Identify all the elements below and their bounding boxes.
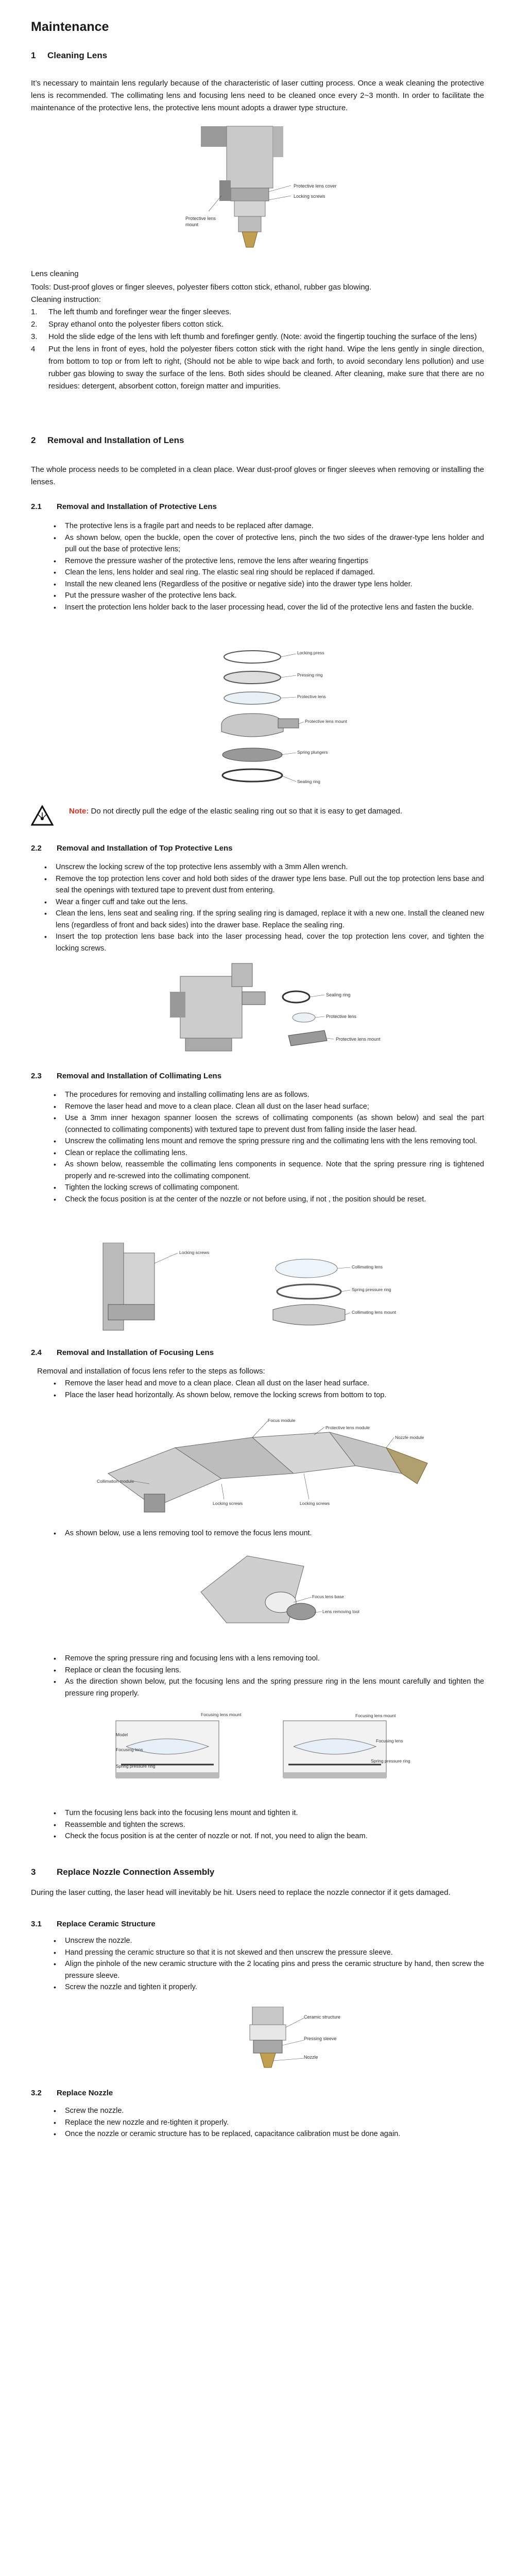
section-3-2-heading: Replace Nozzle bbox=[57, 2089, 113, 2097]
section-2-intro: The whole process needs to be completed in a clean place. Wear dust-proof gloves or finger sleeves when removing or installing the lenses. bbox=[31, 465, 484, 486]
list-item: • Unscrew the nozzle. bbox=[50, 1935, 484, 1947]
section-2-3-number: 2.3 bbox=[31, 1072, 42, 1080]
fig24c-label-mount-right: Focusing lens mount bbox=[355, 1713, 396, 1718]
list-item: • Replace or clean the focusing lens. bbox=[50, 1665, 484, 1676]
cleaning-instruction-title: Cleaning instruction: bbox=[31, 295, 101, 304]
list-item: • The procedures for removing and installing collimating lens are as follows. bbox=[50, 1089, 484, 1101]
fig24a-label-protective: Protective lens module bbox=[325, 1425, 370, 1430]
cleaning-step: 1. The left thumb and forefinger wear the finger sleeves. bbox=[31, 308, 232, 316]
section-2-number: 2 bbox=[31, 435, 36, 445]
fig24b-label-base: Focus lens base bbox=[312, 1594, 344, 1599]
list-item: • As shown below, use a lens removing tool to remove the focus lens mount. bbox=[50, 1528, 484, 1539]
list-item: • Check the focus position is at the center of nozzle or not. If not, you need to align the beam. bbox=[50, 1831, 484, 1842]
fig1-label-cover: Protective lens cover bbox=[294, 183, 337, 189]
fig21-label-2: Pressing ring bbox=[297, 672, 323, 677]
cleaning-step: 4 Put the lens in front of eyes, hold the polyester fibers cotton stick with the right hand. Wipe the lens gently in single direction, from bottom to top or from left to right, (Should not be able to wipe back and forth, to avoid secondary lens pollution) and use rubber gas blowing to sway the surface of the lens. Both sides should be cleaned. After cleaning, make sure that there are no residues: detergent, absorbent cotton, foreign matter and impurities. bbox=[31, 345, 484, 391]
section-2-4-heading: Removal and Installation of Focusing Lens bbox=[57, 1348, 214, 1357]
fig24c-label-model: Model bbox=[116, 1732, 128, 1737]
section-2-4-number: 2.4 bbox=[31, 1348, 42, 1357]
section-2-2-heading: Removal and Installation of Top Protective Lens bbox=[57, 844, 233, 853]
list-item: • Align the pinhole of the new ceramic structure with the 2 locating pins and press the ceramic structure by hand, then screw the pressure sleeve. bbox=[50, 1958, 484, 1981]
list-item: • As the direction shown below, put the focusing lens and the spring pressure ring in the lens mount carefully and tighten the pressure ring properly. bbox=[50, 1676, 484, 1699]
section-2-2-steps bbox=[41, 861, 484, 954]
fig21-label-3: Protective lens bbox=[297, 694, 326, 699]
fig24a-label-collimation: Collimation module bbox=[97, 1479, 134, 1484]
section-2-4-steps-d bbox=[50, 1807, 484, 1842]
section-3-heading: Replace Nozzle Connection Assembly bbox=[57, 1867, 215, 1877]
list-item: • Place the laser head horizontally. As shown below, remove the locking screws from bottom to top. bbox=[50, 1389, 484, 1401]
list-item: • Remove the laser head and move to a clean place. Clean all dust on the laser head surface; bbox=[50, 1101, 484, 1113]
list-item: • Put the pressure washer of the protective lens back. bbox=[50, 590, 484, 602]
list-item: • Insert the protection lens holder back to the laser processing head, cover the lid of the protective lens and fasten the buckle. bbox=[50, 602, 484, 614]
lens-cleaning-title: Lens cleaning bbox=[31, 269, 79, 278]
list-item: • Remove the laser head and move to a clean place. Clean all dust on the laser head surface. bbox=[50, 1378, 484, 1389]
list-item: • Unscrew the locking screw of the top protective lens assembly with a 3mm Allen wrench. bbox=[41, 861, 484, 873]
fig21-label-6: Sealing ring bbox=[297, 779, 320, 784]
fig24a-label-nozzle: Nozzle module bbox=[395, 1435, 424, 1440]
section-2-1-number: 2.1 bbox=[31, 502, 42, 511]
section-3-number: 3 bbox=[31, 1867, 36, 1877]
fig31-label-sleeve: Pressing sleeve bbox=[304, 2036, 337, 2041]
section-2-1-heading: Removal and Installation of Protective Lens bbox=[57, 502, 217, 511]
cleaning-step: 3. Hold the slide edge of the lens with left thumb and forefinger gently. (Note: avoid the fingertip touching the surface of the lens) bbox=[31, 332, 477, 341]
fig1-label-mount: Protective lens mount bbox=[185, 216, 216, 227]
list-item: • Wear a finger cuff and take out the lens. bbox=[41, 896, 484, 908]
section-1-intro: It’s necessary to maintain lens regularly because of the characteristic of laser cutting process. Once a weak cleaning the protective lens is recommended. The collimating lens and focusing lens need to be cleaned once every 2~3 month. In order to facilitate the maintenance of the protective lens, the protective lens mount adopts a drawer type structure. bbox=[31, 79, 484, 112]
lens-cleaning-tools: Tools: Dust-proof gloves or finger sleeves, polyester fibers cotton stick, ethanol, rubber gas blowing. bbox=[31, 283, 372, 292]
fig21-label-1: Locking press bbox=[297, 650, 324, 655]
list-item: • Check the focus position is at the center of the nozzle or not before using, if not , the position should be reset. bbox=[50, 1194, 484, 1206]
section-2-2-number: 2.2 bbox=[31, 844, 42, 853]
fig21-label-4: Protective lens mount bbox=[305, 719, 347, 724]
page-title: Maintenance bbox=[31, 20, 109, 34]
fig24a-label-screws-1: Locking screws bbox=[213, 1501, 243, 1506]
fig23-label-screws: Locking screws bbox=[179, 1250, 210, 1255]
section-2-4-steps-c bbox=[50, 1653, 484, 1699]
laser-head-protective-lens-figure bbox=[170, 124, 335, 258]
fig23-label-ring: Spring pressure ring bbox=[352, 1287, 391, 1292]
list-item: • Remove the pressure washer of the protective lens, remove the lens after wearing fingertips bbox=[50, 555, 484, 567]
fig22-label-3: Protective lens mount bbox=[336, 1037, 381, 1042]
list-item: • Insert the top protection lens base back into the laser processing head, cover the top protection lens cover, and tighten the locking screws. bbox=[41, 931, 484, 954]
list-item: • Remove the top protection lens cover and hold both sides of the drawer type lens base. Pull out the top protection lens base and seal the openings with textured tape to prevent dust from entering. bbox=[41, 873, 484, 896]
section-2-4-intro: Removal and installation of focus lens refer to the steps as follows: bbox=[37, 1367, 265, 1376]
top-protective-lens-figure bbox=[170, 961, 366, 1059]
section-2-3-heading: Removal and Installation of Collimating Lens bbox=[57, 1072, 222, 1080]
fig22-label-1: Sealing ring bbox=[326, 992, 351, 997]
note-label: Note: bbox=[69, 807, 89, 816]
section-3-1-steps bbox=[50, 1935, 484, 1993]
fig22-label-2: Protective lens bbox=[326, 1014, 357, 1019]
fig23-label-lens: Collimating lens bbox=[352, 1264, 383, 1269]
section-3-1-heading: Replace Ceramic Structure bbox=[57, 1920, 156, 1928]
section-1-heading: Cleaning Lens bbox=[47, 50, 108, 60]
list-item: • Remove the spring pressure ring and focusing lens with a lens removing tool. bbox=[50, 1653, 484, 1665]
section-3-1-number: 3.1 bbox=[31, 1920, 42, 1928]
list-item: • Hand pressing the ceramic structure so that it is not skewed and then unscrew the pressure sleeve. bbox=[50, 1947, 484, 1959]
list-item: • Clean the lens, lens holder and seal ring. The elastic seal ring should be replaced if damaged. bbox=[50, 567, 484, 579]
section-3-2-number: 3.2 bbox=[31, 2089, 42, 2097]
focusing-lens-diagram-right bbox=[278, 1710, 407, 1788]
section-3-2-steps bbox=[50, 2105, 484, 2140]
cleaning-step: 2. Spray ethanol onto the polyester fibers cotton stick. bbox=[31, 320, 224, 329]
list-item: • As shown below, open the buckle, open the cover of protective lens, pinch the two sides of the drawer-type lens holder and pull out the base of protective lens; bbox=[50, 532, 484, 555]
list-item: • Use a 3mm inner hexagon spanner loosen the screws of collimating components (as shown below) and seal the part (connected to collimating components) with textured tape to prevent dust from falling inside the laser head. bbox=[50, 1112, 484, 1136]
fig1-label-screws: Locking screws bbox=[294, 194, 325, 199]
fig21-label-5: Spring plungers bbox=[297, 750, 328, 755]
fig23-label-mount: Collimating lens mount bbox=[352, 1310, 396, 1315]
fig24a-label-focus: Focus module bbox=[268, 1418, 296, 1423]
section-2-4-steps-b bbox=[50, 1528, 484, 1539]
section-3-intro: During the laser cutting, the laser head will inevitably be hit. Users need to replace the nozzle connector if it gets damaged. bbox=[31, 1888, 451, 1897]
list-item: • Clean the lens, lens seat and sealing ring. If the spring sealing ring is damaged, replace it with a new one. Install the cleaned new lens (regardless of front and back sides) into the drawer base. Replace the sealing ring. bbox=[41, 908, 484, 931]
section-2-heading: Removal and Installation of Lens bbox=[47, 435, 184, 445]
list-item: • Replace the new nozzle and re-tighten it properly. bbox=[50, 2117, 484, 2129]
list-item: • Tighten the locking screws of collimating component. bbox=[50, 1182, 484, 1194]
list-item: • As shown below, reassemble the collimating lens components in sequence. Note that the spring pressure ring is tightened properly and re-screwed into the collimating component. bbox=[50, 1159, 484, 1182]
laser-warning-icon bbox=[31, 805, 54, 826]
laser-head-horizontal-figure bbox=[98, 1417, 458, 1525]
fig24c-label-lens-left: Focusing lens bbox=[116, 1747, 143, 1752]
protective-lens-note bbox=[69, 805, 484, 818]
fig24c-label-mount-left: Focusing lens mount bbox=[201, 1712, 242, 1717]
fig31-label-ceramic: Ceramic structure bbox=[304, 2014, 341, 2020]
fig24a-label-screws-2: Locking screws bbox=[300, 1501, 330, 1506]
list-item: • Screw the nozzle. bbox=[50, 2105, 484, 2117]
section-1-number: 1 bbox=[31, 50, 36, 60]
note-text: Do not directly pull the edge of the elastic sealing ring out so that it is easy to get damaged. bbox=[89, 807, 403, 816]
list-item: • Screw the nozzle and tighten it properly. bbox=[50, 1981, 484, 1993]
list-item: • The protective lens is a fragile part and needs to be replaced after damage. bbox=[50, 520, 484, 532]
cleaning-steps-list bbox=[31, 306, 484, 393]
section-2-1-steps bbox=[50, 520, 484, 613]
list-item: • Clean or replace the collimating lens. bbox=[50, 1147, 484, 1159]
focus-lens-removal-figure bbox=[196, 1546, 360, 1633]
list-item: • Install the new cleaned lens (Regardless of the positive or negative side) into the drawer type lens holder. bbox=[50, 579, 484, 590]
section-2-4-steps-a bbox=[50, 1378, 484, 1401]
list-item: • Reassemble and tighten the screws. bbox=[50, 1819, 484, 1831]
fig24c-label-ring-right: Spring pressure ring bbox=[371, 1758, 410, 1764]
section-2-3-steps bbox=[50, 1089, 484, 1205]
list-item: • Once the nozzle or ceramic structure has to be replaced, capacitance calibration must be done again. bbox=[50, 2128, 484, 2140]
fig24b-label-tool: Lens removing tool bbox=[322, 1609, 359, 1614]
list-item: • Unscrew the collimating lens mount and remove the spring pressure ring and the collimating lens with the lens removing tool. bbox=[50, 1136, 484, 1147]
fig24c-label-ring-left: Spring pressure ring bbox=[116, 1764, 156, 1769]
list-item: • Turn the focusing lens back into the focusing lens mount and tighten it. bbox=[50, 1807, 484, 1819]
fig24c-label-lens-right: Focusing lens bbox=[376, 1738, 403, 1743]
fig31-label-nozzle: Nozzle bbox=[304, 2055, 318, 2060]
